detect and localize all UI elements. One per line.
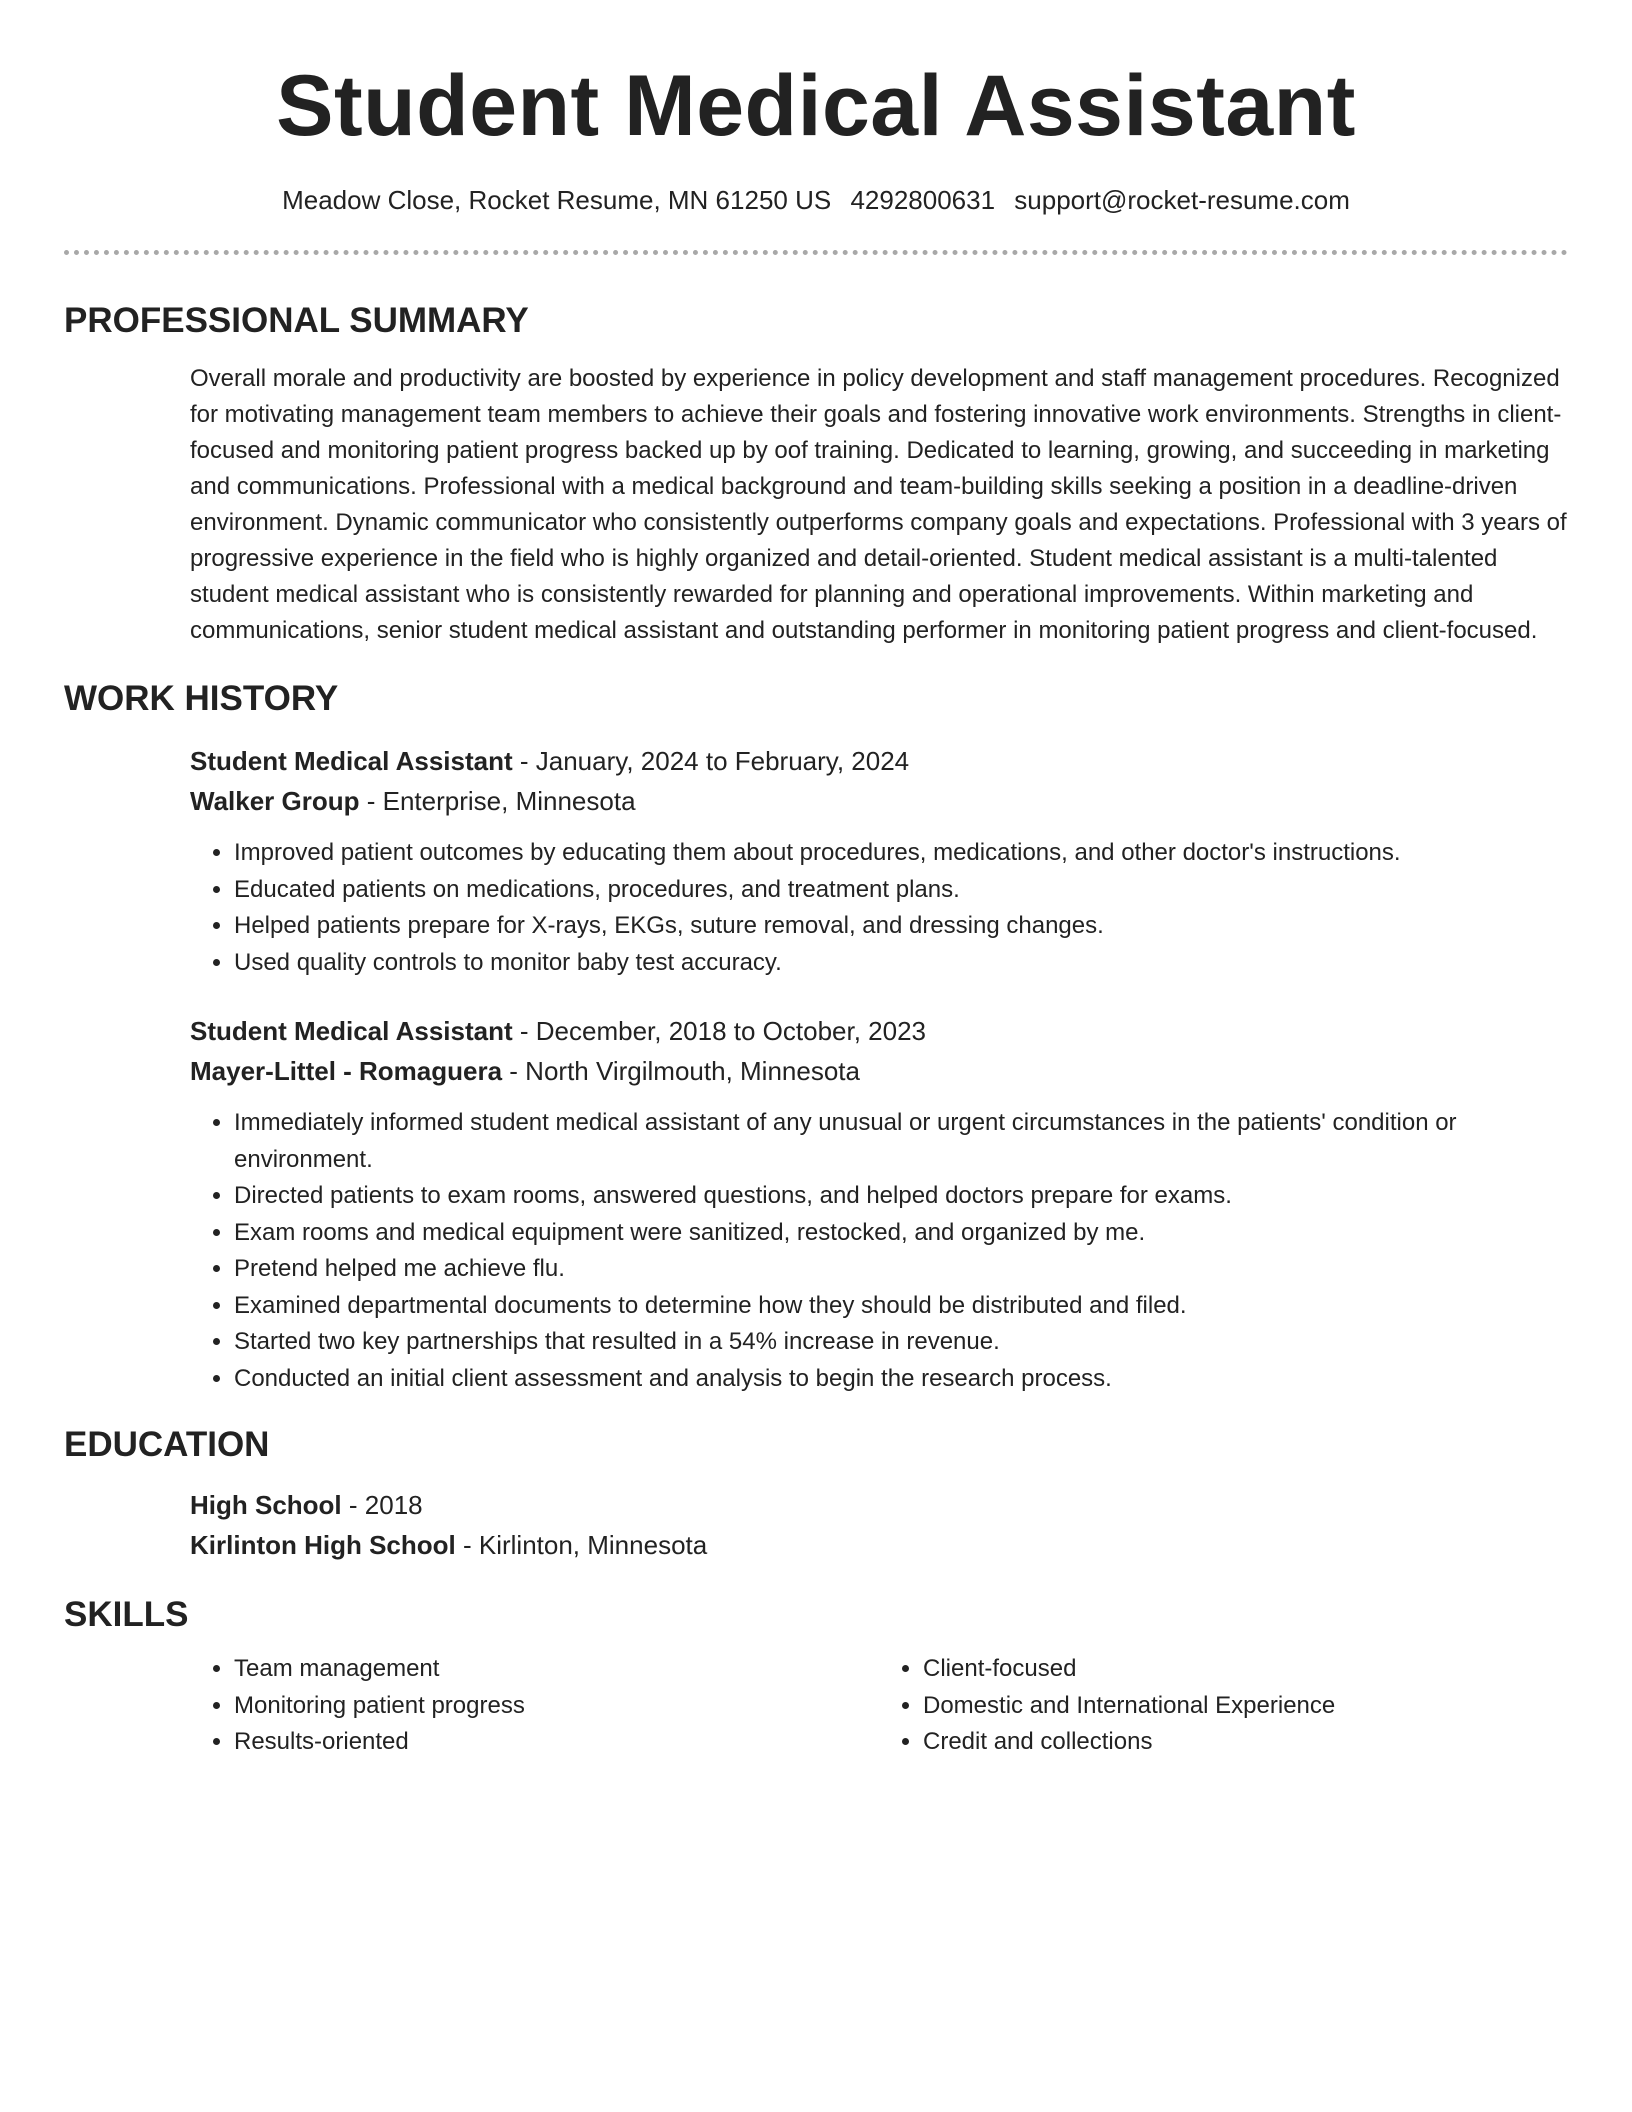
job-bullet: • Started two key partnerships that resulted in a 54% increase in revenue.: [234, 1324, 1568, 1361]
education-school-line: [190, 1525, 1568, 1565]
skills-list-left: [190, 1651, 879, 1761]
skill-item: • Credit and collections: [923, 1724, 1568, 1761]
job-location: - North Virgilmouth, Minnesota: [502, 1056, 860, 1086]
job-dates: - January, 2024 to February, 2024: [512, 746, 910, 776]
education-location: - Kirlinton, Minnesota: [455, 1530, 708, 1560]
contact-address: Meadow Close, Rocket Resume, MN 61250 US: [282, 185, 832, 215]
summary-text: Overall morale and productivity are boosted by experience in policy development and staff management procedures. Recognized for motivating management team members to achieve their goals and fostering innovative work environments. Strengths in client-focused and monitoring patient progress backed up by oof training. Dedicated to learning, growing, and succeeding in marketing and communications. Professional with a medical background and team-building skills seeking a position in a deadline-driven environment. Dynamic communicator who consistently outperforms company goals and expectations. Professional with 3 years of progressive experience in the field who is highly organized and detail-oriented. Student medical assistant is a multi-talented student medical assistant who is consistently rewarded for planning and operational improvements. Within marketing and communications, senior student medical assistant and outstanding performer in monitoring patient progress and client-focused.: [190, 365, 1567, 644]
job-entry: [190, 1011, 1568, 1397]
job-company: Walker Group: [190, 786, 360, 816]
job-title-line: [190, 741, 1568, 781]
contact-line: [64, 182, 1568, 218]
skill-item: • Results-oriented: [234, 1724, 879, 1761]
education-year: - 2018: [341, 1490, 423, 1520]
job-bullet: • Improved patient outcomes by educating them about procedures, medications, and other doctor's instructions.: [234, 835, 1568, 872]
education-degree-line: [190, 1485, 1568, 1525]
skills-heading: SKILLS: [64, 1595, 189, 1634]
job-bullet: • Educated patients on medications, procedures, and treatment plans.: [234, 872, 1568, 909]
job-bullet: • Helped patients prepare for X-rays, EKGs, suture removal, and dressing changes.: [234, 908, 1568, 945]
skill-item: • Client-focused: [923, 1651, 1568, 1688]
education-degree: High School: [190, 1490, 342, 1520]
job-company: Mayer-Littel - Romaguera: [190, 1056, 503, 1086]
contact-email: support@rocket-resume.com: [1014, 185, 1350, 215]
job-role: Student Medical Assistant: [190, 746, 513, 776]
job-bullet: • Pretend helped me achieve flu.: [234, 1251, 1568, 1288]
skills-section: [190, 1651, 1568, 1761]
work-history-heading: WORK HISTORY: [64, 679, 339, 718]
skill-item: • Team management: [234, 1651, 879, 1688]
job-bullets: [190, 835, 1568, 981]
education-heading: EDUCATION: [64, 1425, 270, 1464]
skill-item: • Monitoring patient progress: [234, 1688, 879, 1725]
resume-name: Student Medical Assistant: [276, 58, 1356, 154]
job-company-line: [190, 781, 1568, 821]
job-location: - Enterprise, Minnesota: [359, 786, 636, 816]
job-bullet: • Directed patients to exam rooms, answered questions, and helped doctors prepare for exams.: [234, 1178, 1568, 1215]
job-bullet: • Conducted an initial client assessment and analysis to begin the research process.: [234, 1361, 1568, 1398]
education-school: Kirlinton High School: [190, 1530, 456, 1560]
job-dates: - December, 2018 to October, 2023: [512, 1016, 927, 1046]
contact-phone: 4292800631: [850, 185, 996, 215]
summary-section: [190, 361, 1568, 649]
job-bullets: [190, 1105, 1568, 1397]
job-bullet: • Examined departmental documents to determine how they should be distributed and filed.: [234, 1288, 1568, 1325]
summary-heading: PROFESSIONAL SUMMARY: [64, 301, 529, 340]
job-title-line: [190, 1011, 1568, 1051]
header-divider: [64, 250, 1568, 255]
skill-item: • Domestic and International Experience: [923, 1688, 1568, 1725]
job-bullet: • Exam rooms and medical equipment were sanitized, restocked, and organized by me.: [234, 1215, 1568, 1252]
skills-list-right: [879, 1651, 1568, 1761]
job-bullet: • Immediately informed student medical assistant of any unusual or urgent circumstances in the patients' condition or environment.: [234, 1105, 1568, 1178]
job-role: Student Medical Assistant: [190, 1016, 513, 1046]
job-bullet: • Used quality controls to monitor baby test accuracy.: [234, 945, 1568, 982]
education-entry: [190, 1485, 1568, 1565]
job-company-line: [190, 1051, 1568, 1091]
job-entry: [190, 741, 1568, 981]
